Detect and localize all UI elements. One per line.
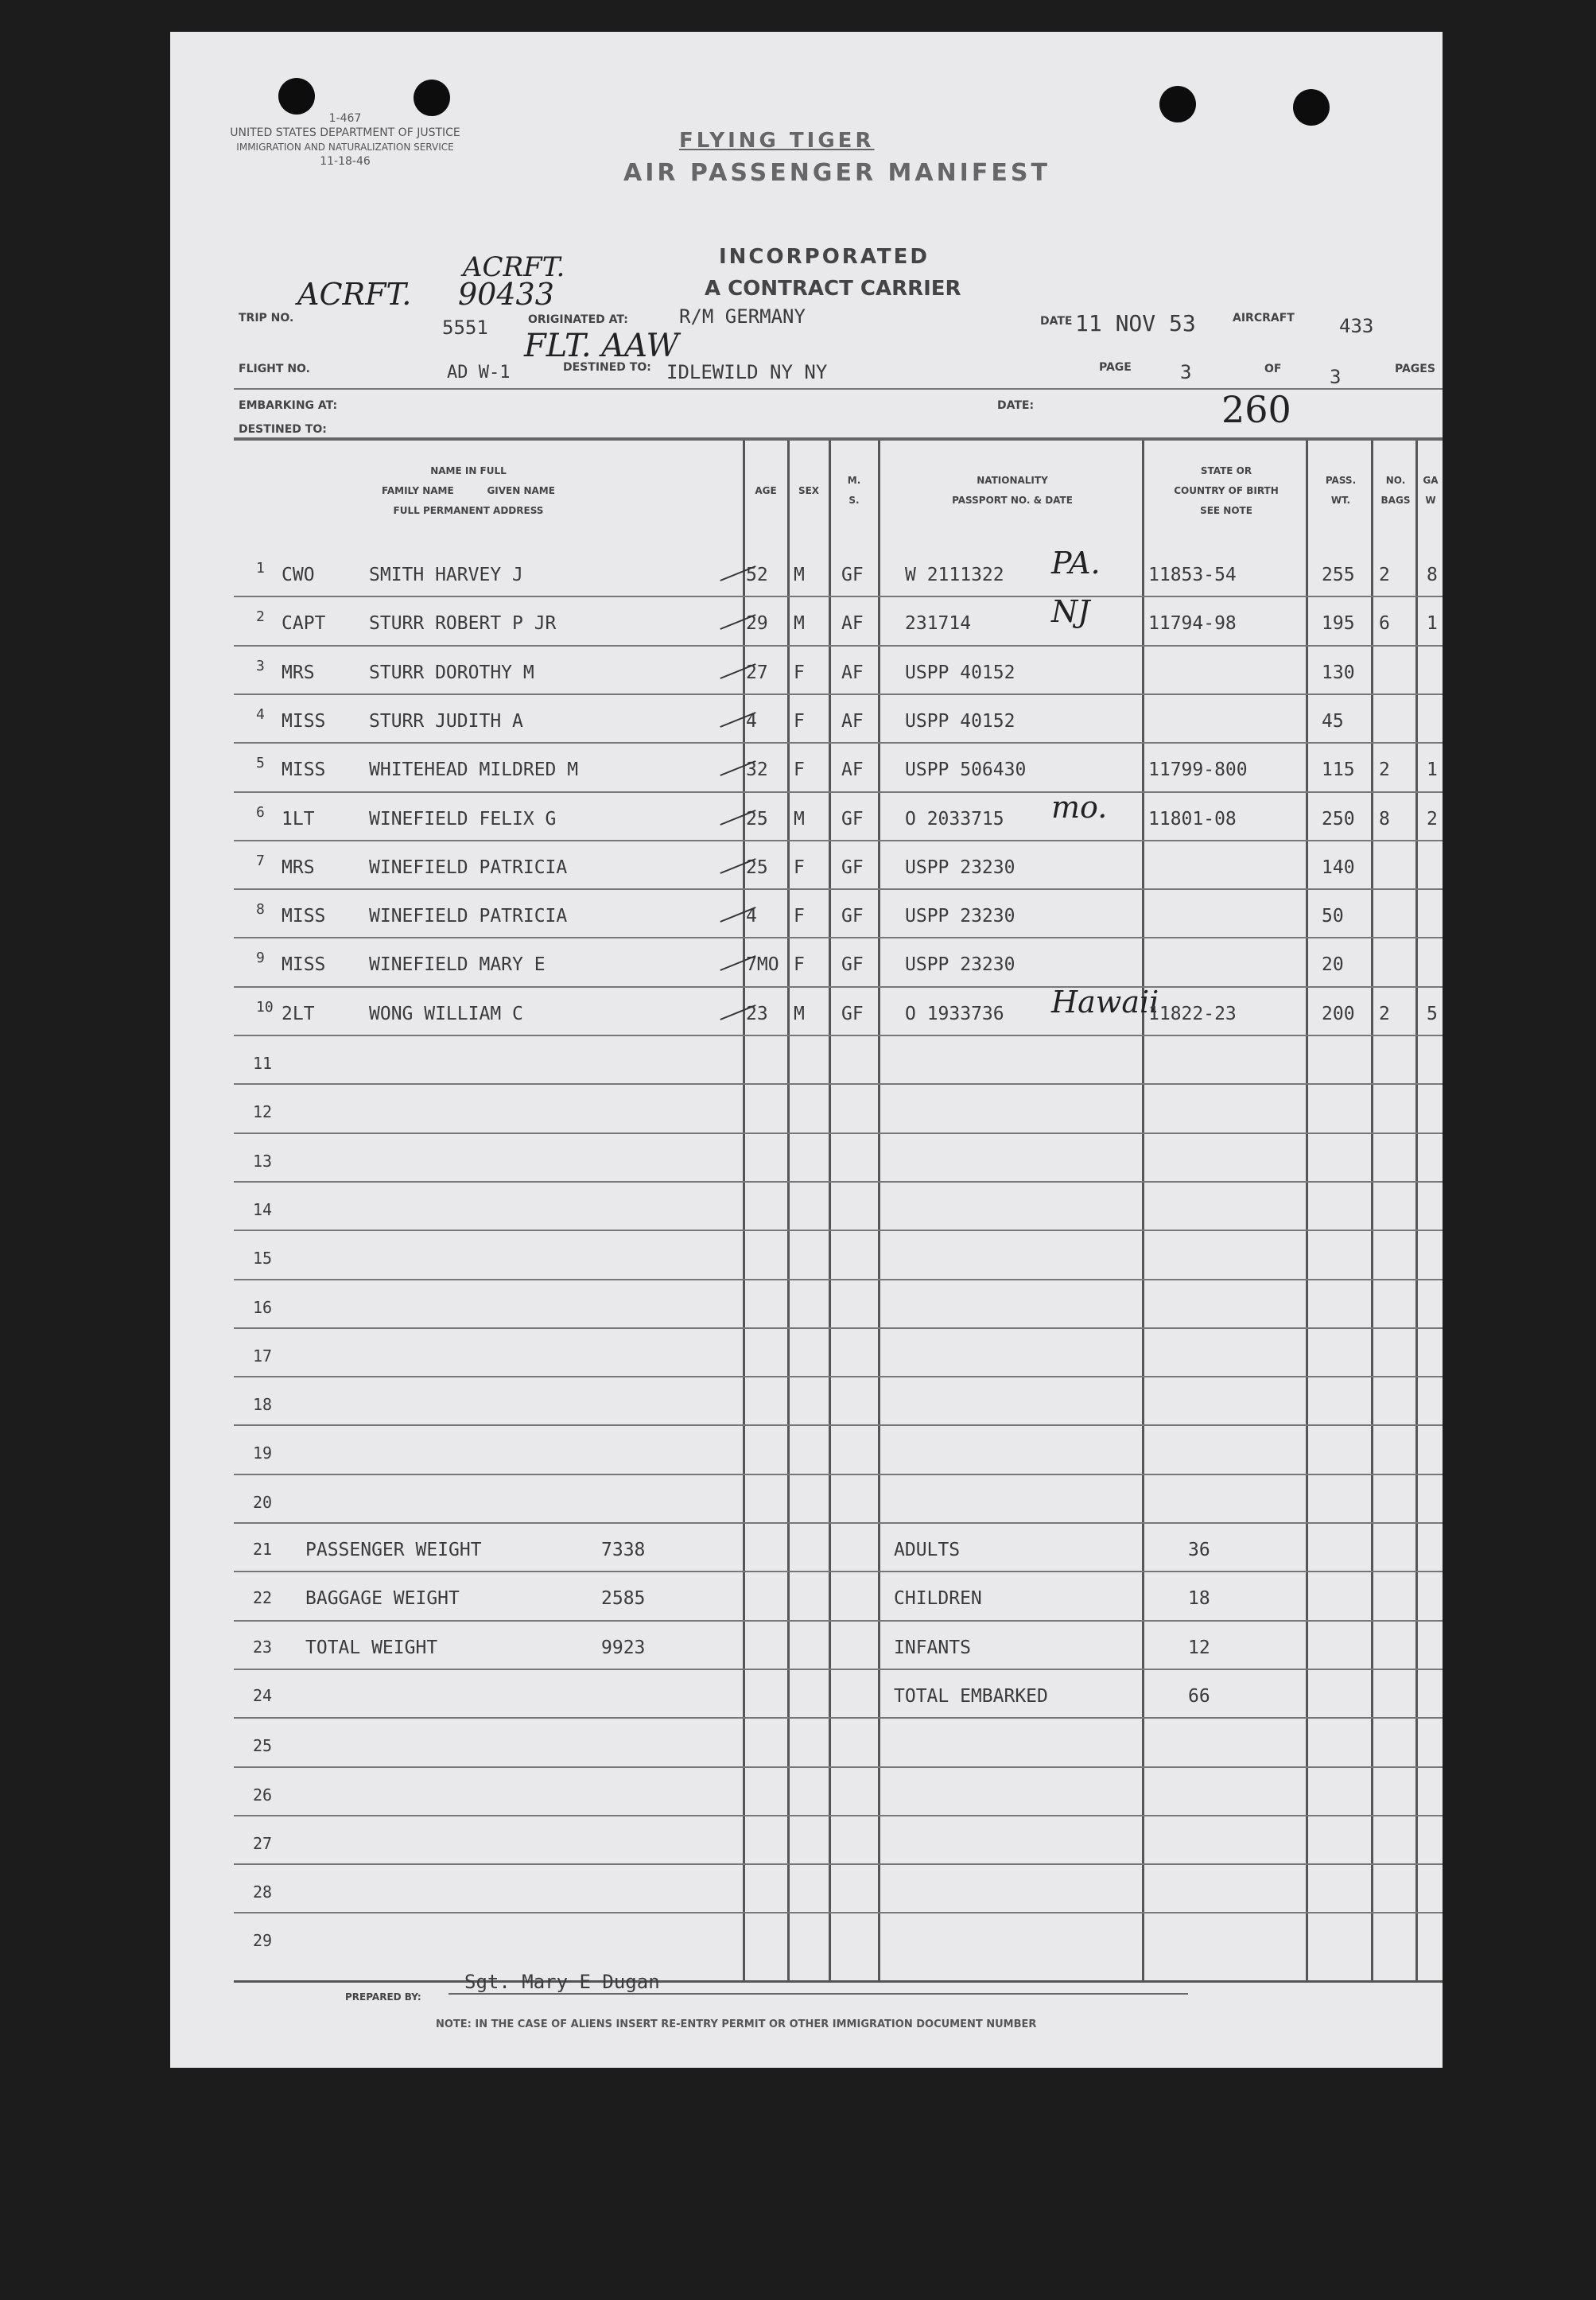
passenger-title: CAPT — [282, 613, 326, 635]
manifest-page — [170, 32, 1443, 2068]
row-number: 22 — [253, 1588, 273, 1608]
trip-no-label: TRIP NO. — [239, 312, 294, 324]
row-number: 7 — [256, 852, 265, 869]
column-rule — [787, 441, 790, 1982]
passenger-weight: 115 — [1322, 760, 1355, 781]
row-rule — [234, 1474, 1443, 1475]
total-value: 9923 — [601, 1637, 646, 1658]
passenger-ms: GF — [841, 906, 864, 927]
passenger-ms: GF — [841, 954, 864, 976]
flight-no-value: AD W-1 — [447, 363, 511, 383]
count-label: TOTAL EMBARKED — [894, 1685, 1048, 1707]
prepared-by-value: Sgt. Mary E Dugan — [464, 1971, 660, 1993]
passenger-name: WHITEHEAD MILDRED M — [369, 760, 579, 781]
row-number: 3 — [256, 657, 265, 674]
punch-hole — [278, 78, 315, 115]
handwritten-state: Hawaii — [1051, 984, 1159, 1020]
passenger-age: 7MO — [746, 954, 779, 976]
column-rule — [1371, 441, 1373, 1982]
passenger-sex: F — [794, 710, 805, 732]
stamp-number: 260 — [1221, 388, 1291, 431]
row-rule — [234, 1424, 1443, 1426]
total-label: BAGGAGE WEIGHT — [305, 1588, 460, 1610]
form-number: 1-467 — [328, 112, 362, 125]
row-rule — [234, 1133, 1443, 1134]
table-top-rule — [234, 437, 1443, 441]
passenger-sex: F — [794, 662, 805, 683]
handwritten-aircraft-number: 90433 — [458, 277, 554, 312]
row-number: 17 — [253, 1346, 273, 1366]
bag-count: 6 — [1379, 613, 1390, 635]
passenger-age: 29 — [746, 613, 768, 635]
count-label: ADULTS — [894, 1540, 961, 1560]
row-number: 27 — [253, 1833, 273, 1853]
passenger-title: MRS — [282, 662, 315, 683]
passenger-sex: F — [794, 857, 805, 878]
passenger-age: 23 — [746, 1003, 768, 1024]
prepared-by-label: PREPARED BY: — [345, 1991, 421, 2003]
pages-label: PAGES — [1395, 363, 1435, 375]
column-rule — [878, 441, 880, 1982]
row-rule — [234, 1279, 1443, 1280]
passenger-weight: 195 — [1322, 613, 1355, 635]
punch-hole — [1159, 86, 1196, 122]
passenger-ms: AF — [841, 760, 864, 781]
nationality-column-header: NATIONALITY PASSPORT NO. & DATE — [952, 475, 1073, 506]
passenger-weight: 200 — [1322, 1003, 1355, 1024]
page-label: PAGE — [1099, 361, 1132, 374]
total-value: 7338 — [601, 1540, 646, 1560]
passenger-sex: F — [794, 760, 805, 781]
passenger-name: WINEFIELD FELIX G — [369, 808, 557, 829]
passenger-title: MISS — [282, 760, 326, 781]
agency-line: 11-18-46 — [320, 155, 371, 168]
row-number: 10 — [256, 998, 274, 1016]
column-rule — [1306, 441, 1308, 1982]
passenger-weight: 140 — [1322, 857, 1355, 878]
passenger-sex: M — [794, 808, 805, 829]
passenger-ms: GF — [841, 808, 864, 829]
embarking-at-label: EMBARKING AT: — [239, 399, 338, 412]
passenger-title: CWO — [282, 565, 315, 585]
total-value: 2585 — [601, 1588, 646, 1610]
row-number: 12 — [253, 1102, 273, 1122]
count-label: CHILDREN — [894, 1588, 982, 1610]
row-number: 24 — [253, 1685, 273, 1705]
baggage-weight-column-header: GA W — [1423, 475, 1439, 506]
passport-number: W 2111322 — [905, 565, 1004, 585]
passenger-ms: GF — [841, 565, 864, 585]
trip-no-value: 5551 — [442, 317, 488, 339]
count-value: 12 — [1188, 1637, 1210, 1658]
count-value: 18 — [1188, 1588, 1210, 1610]
passenger-ms: AF — [841, 662, 864, 683]
count-label: INFANTS — [894, 1637, 971, 1658]
row-number: 11 — [253, 1054, 273, 1073]
destined-to-label: DESTINED TO: — [563, 361, 651, 374]
row-rule — [234, 791, 1443, 793]
passport-number: 231714 — [905, 613, 972, 635]
row-number: 14 — [253, 1199, 273, 1219]
row-number: 28 — [253, 1882, 273, 1902]
row-rule — [234, 986, 1443, 988]
passport-number: USPP 506430 — [905, 760, 1027, 781]
row-number: 21 — [253, 1540, 273, 1559]
row-number: 8 — [256, 901, 265, 919]
passenger-weight: 255 — [1322, 565, 1355, 585]
prepared-by-rule — [449, 1993, 1188, 1995]
bag-count: 2 — [1379, 760, 1390, 781]
passenger-name: WINEFIELD MARY E — [369, 954, 546, 976]
column-rule — [743, 441, 745, 1982]
row-rule — [234, 1376, 1443, 1377]
agency-line: UNITED STATES DEPARTMENT OF JUSTICE — [230, 126, 460, 139]
row-rule — [234, 1815, 1443, 1816]
row-number: 4 — [256, 705, 265, 723]
row-number: 1 — [256, 560, 265, 577]
row-rule — [234, 1181, 1443, 1183]
passport-number: O 1933736 — [905, 1003, 1004, 1024]
row-number: 5 — [256, 755, 265, 772]
passport-number: USPP 23230 — [905, 906, 1015, 927]
incorporated-label: INCORPORATED — [719, 245, 930, 269]
passenger-name: WINEFIELD PATRICIA — [369, 906, 568, 927]
row-rule — [234, 1766, 1443, 1768]
document-title: AIR PASSENGER MANIFEST — [623, 159, 1050, 187]
passenger-sex: F — [794, 954, 805, 976]
row-rule — [234, 1863, 1443, 1865]
table-bottom-rule — [234, 1980, 1443, 1983]
row-number: 15 — [253, 1249, 273, 1268]
row-rule — [234, 1717, 1443, 1719]
handwritten-state: NJ — [1051, 594, 1090, 630]
passenger-name: STURR ROBERT P JR — [369, 613, 557, 635]
column-rule — [1142, 441, 1144, 1982]
passenger-age: 4 — [746, 906, 757, 927]
handwritten-flight: FLT. AAW — [524, 328, 679, 364]
passenger-name: WONG WILLIAM C — [369, 1003, 523, 1024]
passport-number: USPP 23230 — [905, 954, 1015, 976]
baggage-weight: 2 — [1427, 808, 1438, 829]
handwritten-state: PA. — [1051, 546, 1101, 581]
row-rule — [234, 1522, 1443, 1524]
baggage-weight: 1 — [1427, 613, 1438, 635]
passport-number: USPP 23230 — [905, 857, 1015, 878]
name-column-header: NAME IN FULL FAMILY NAME GIVEN NAME FULL PERMANENT ADDRESS — [382, 465, 555, 516]
birth-record: 11853-54 — [1148, 565, 1237, 585]
row-number: 19 — [253, 1443, 273, 1463]
row-rule — [234, 1669, 1443, 1670]
passenger-age: 4 — [746, 710, 757, 732]
passenger-weight: 50 — [1322, 906, 1344, 927]
row-number: 23 — [253, 1637, 273, 1657]
row-rule — [234, 1620, 1443, 1622]
bag-count: 8 — [1379, 808, 1390, 829]
passenger-name: STURR JUDITH A — [369, 710, 523, 732]
birth-record: 11801-08 — [1148, 808, 1237, 829]
passenger-sex: M — [794, 1003, 805, 1024]
passenger-name: WINEFIELD PATRICIA — [369, 857, 568, 878]
of-label: OF — [1264, 363, 1282, 375]
passenger-weight: 130 — [1322, 662, 1355, 683]
birth-record: 11822-23 — [1148, 1003, 1237, 1024]
passenger-title: MISS — [282, 954, 326, 976]
sex-column-header: SEX — [798, 485, 820, 496]
row-rule — [234, 1230, 1443, 1231]
row-number: 18 — [253, 1395, 273, 1415]
punch-hole — [1293, 89, 1330, 126]
row-number: 16 — [253, 1297, 273, 1317]
passenger-title: MRS — [282, 857, 315, 878]
passenger-title: 1LT — [282, 808, 315, 829]
birth-record: 11794-98 — [1148, 613, 1237, 635]
passenger-sex: M — [794, 565, 805, 585]
column-rule — [829, 441, 831, 1982]
row-rule — [234, 888, 1443, 890]
passport-number: USPP 40152 — [905, 710, 1015, 732]
passenger-title: MISS — [282, 906, 326, 927]
aircraft-label: AIRCRAFT — [1233, 312, 1295, 324]
passenger-title: MISS — [282, 710, 326, 732]
passenger-age: 25 — [746, 857, 768, 878]
passenger-age: 32 — [746, 760, 768, 781]
destined-to-value: IDLEWILD NY NY — [666, 361, 828, 383]
column-rule — [1415, 441, 1418, 1982]
passenger-ms: GF — [841, 1003, 864, 1024]
row-rule — [234, 1083, 1443, 1085]
row-number: 6 — [256, 803, 265, 821]
agency-line: IMMIGRATION AND NATURALIZATION SERVICE — [236, 142, 454, 153]
agency-block — [226, 111, 464, 169]
baggage-weight: 8 — [1427, 565, 1438, 585]
passenger-ms: AF — [841, 613, 864, 635]
passenger-ms: GF — [841, 857, 864, 878]
bag-count: 2 — [1379, 565, 1390, 585]
bag-count: 2 — [1379, 1003, 1390, 1024]
row-rule — [234, 840, 1443, 841]
page-value: 3 — [1180, 361, 1192, 383]
passenger-name: SMITH HARVEY J — [369, 565, 523, 585]
bags-column-header: NO. BAGS — [1380, 475, 1411, 506]
passenger-sex: M — [794, 613, 805, 635]
row-number: 13 — [253, 1151, 273, 1171]
passport-number: USPP 40152 — [905, 662, 1015, 683]
passenger-age: 52 — [746, 565, 768, 585]
handwritten-acrft: ACRFT. — [297, 277, 412, 312]
aircraft-value: 433 — [1339, 315, 1374, 337]
row-rule — [234, 742, 1443, 744]
row-number: 26 — [253, 1785, 273, 1805]
row-number: 29 — [253, 1931, 273, 1951]
passenger-weight: 20 — [1322, 954, 1344, 976]
pass-weight-column-header: PASS. WT. — [1325, 475, 1357, 506]
date-label: DATE — [1040, 315, 1073, 328]
count-value: 66 — [1188, 1685, 1210, 1707]
originated-at-value: R/M GERMANY — [679, 305, 806, 328]
total-label: TOTAL WEIGHT — [305, 1637, 438, 1658]
row-rule — [234, 1327, 1443, 1329]
handwritten-acrft-2: ACRFT. — [463, 251, 565, 283]
ms-column-header: M. S. — [847, 475, 861, 506]
row-rule — [234, 1912, 1443, 1913]
row-number: 2 — [256, 608, 265, 626]
flight-no-label: FLIGHT NO. — [239, 363, 310, 375]
row-number: 20 — [253, 1492, 273, 1512]
baggage-weight: 1 — [1427, 760, 1438, 781]
total-label: PASSENGER WEIGHT — [305, 1540, 482, 1560]
originated-at-label: ORIGINATED AT: — [528, 313, 628, 326]
handwritten-state: mo. — [1051, 789, 1108, 825]
row-rule — [234, 693, 1443, 695]
passenger-sex: F — [794, 906, 805, 927]
passenger-age: 27 — [746, 662, 768, 683]
row-number: 25 — [253, 1736, 273, 1756]
contract-carrier-label: A CONTRACT CARRIER — [705, 277, 961, 301]
row-number: 9 — [256, 950, 265, 967]
passenger-title: 2LT — [282, 1003, 315, 1024]
date-label-2: DATE: — [997, 399, 1035, 412]
baggage-weight: 5 — [1427, 1003, 1438, 1024]
passenger-weight: 45 — [1322, 710, 1344, 732]
birth-column-header: STATE OR COUNTRY OF BIRTH SEE NOTE — [1174, 465, 1279, 516]
passenger-age: 25 — [746, 808, 768, 829]
destined-to-label-2: DESTINED TO: — [239, 423, 327, 436]
carrier-name: FLYING TIGER — [679, 129, 875, 153]
row-rule — [234, 1035, 1443, 1036]
passport-number: O 2033715 — [905, 808, 1004, 829]
row-rule — [234, 596, 1443, 597]
row-rule — [234, 645, 1443, 647]
footer-note: NOTE: IN THE CASE OF ALIENS INSERT RE-ENTRY PERMIT OR OTHER IMMIGRATION DOCUMENT NUMBER — [436, 2018, 1037, 2030]
passenger-name: STURR DOROTHY M — [369, 662, 534, 683]
passenger-weight: 250 — [1322, 808, 1355, 829]
of-value: 3 — [1330, 366, 1342, 388]
count-value: 36 — [1188, 1540, 1210, 1560]
date-value: 11 NOV 53 — [1075, 310, 1196, 336]
birth-record: 11799-800 — [1148, 760, 1248, 781]
passenger-ms: AF — [841, 710, 864, 732]
row-rule — [234, 937, 1443, 938]
age-column-header: AGE — [755, 485, 777, 496]
row-rule — [234, 1571, 1443, 1572]
